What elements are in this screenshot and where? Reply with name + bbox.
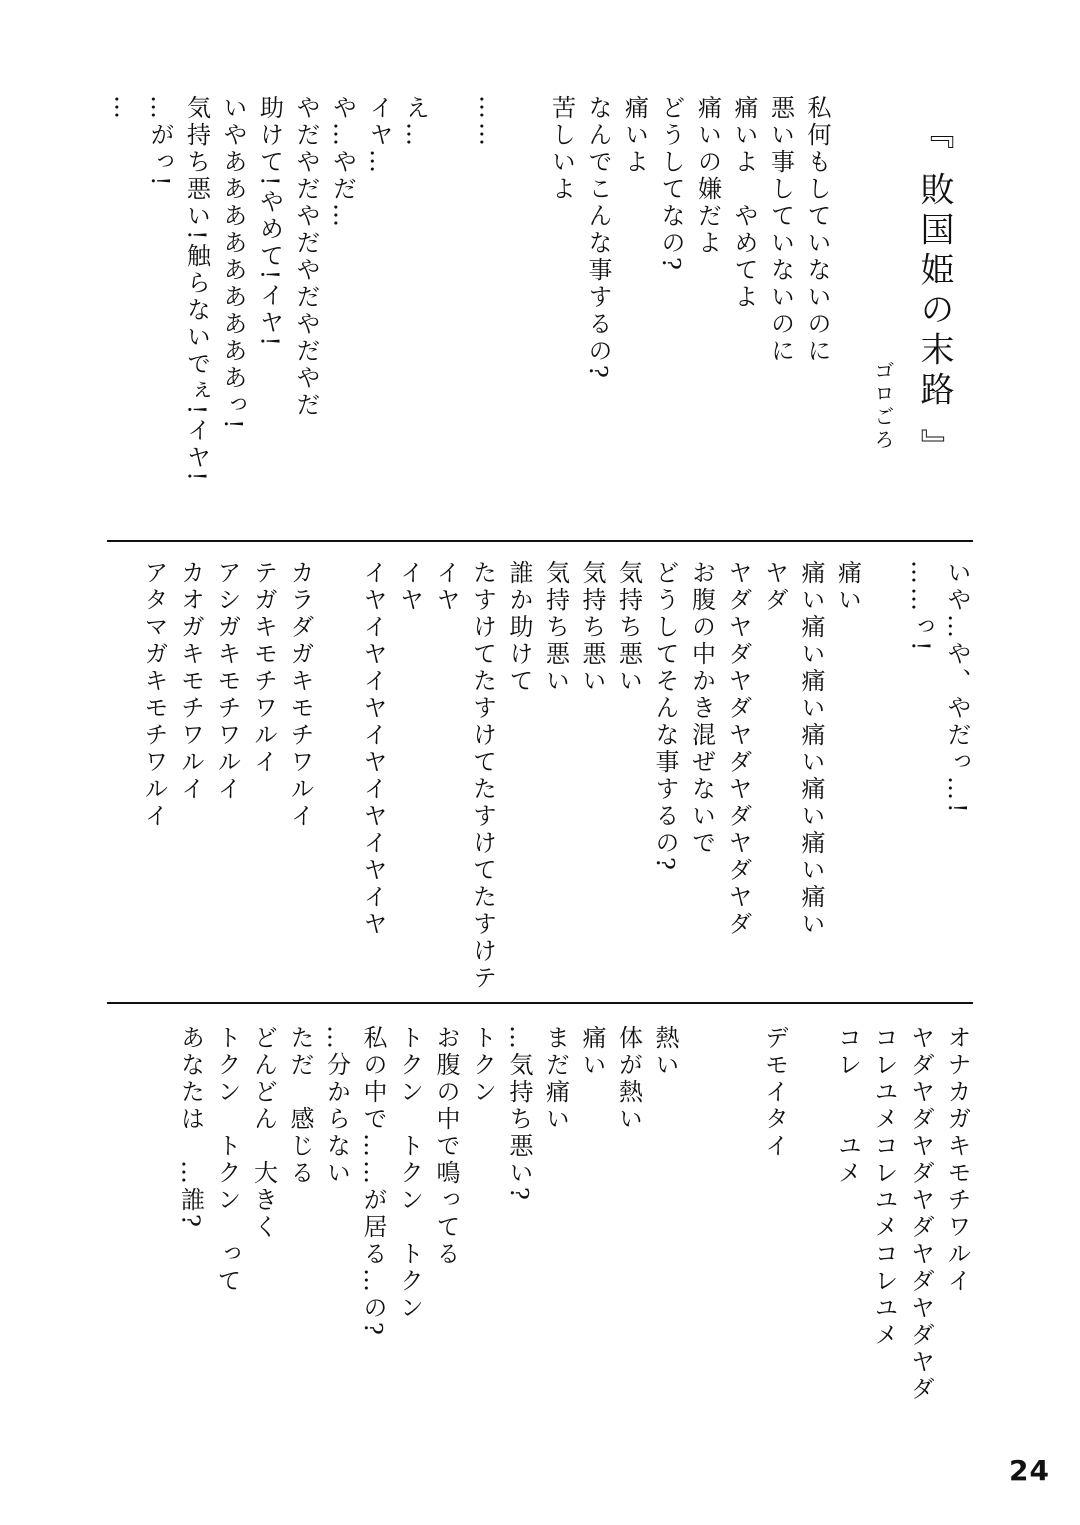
poem-line: オナカガキモチワルイ <box>943 1025 971 1295</box>
poem-line: イヤ… <box>365 95 393 176</box>
poem-line: 熱い <box>651 1025 679 1079</box>
poem-line: 痛いよ <box>620 95 649 176</box>
poem-line: どうしてそんな事するの? <box>651 560 679 873</box>
poem-line: テガキモチワルイ <box>249 560 278 776</box>
section-divider <box>107 1002 973 1004</box>
poem-line: ヤダヤダヤダヤダヤダヤダヤダ <box>724 560 752 938</box>
poem-line: 痛い <box>578 1025 606 1079</box>
poem-line: ただ 感じる <box>286 1025 314 1187</box>
poem-line: 痛い痛い痛い痛い痛い痛い痛い <box>797 560 825 938</box>
poem-line: 苦しいよ <box>547 95 576 203</box>
poem-line: デモイタイ <box>760 1025 789 1160</box>
poem-line: ……っ! <box>906 560 935 654</box>
poem-line: …… <box>474 95 503 149</box>
poem-line: …がっ! <box>146 95 174 189</box>
poem-line: アシガキモチワルイ <box>213 560 241 803</box>
poem-line: トクン トクン って <box>213 1025 241 1295</box>
poem-line: お腹の中で鳴ってる <box>432 1025 460 1268</box>
poem-line: アタマガキモチワルイ <box>140 560 168 830</box>
poem-line: どんどん 大きく <box>249 1025 278 1241</box>
poem-line: 私何もしていないのに <box>803 95 831 365</box>
poem-line: え… <box>401 95 430 149</box>
poem-line: イヤ <box>432 560 460 614</box>
poem-line: 悪い事していないのに <box>766 95 795 365</box>
poem-line <box>434 95 471 525</box>
poem-line <box>683 1025 720 1445</box>
poem-line: いや…や、やだっ…! <box>943 560 971 816</box>
poem-line <box>507 95 544 525</box>
poem-section-1 <box>105 95 835 525</box>
poem-line <box>318 560 355 980</box>
poem-line: 痛いの嫌だよ <box>693 95 722 257</box>
poem-line: イヤ <box>395 560 424 614</box>
poem-line: やだやだやだやだやだやだ <box>292 95 320 419</box>
poem-line: トクン <box>468 1025 497 1106</box>
poem-line: 痛い <box>833 560 862 614</box>
poem-line: …分からない <box>322 1025 351 1187</box>
poem-line: 助けて!やめて!イヤ! <box>255 95 284 349</box>
poem-line: ヤダ <box>760 560 789 614</box>
poem-line: 気持ち悪い!触らないでぇ!イヤ! <box>182 95 211 484</box>
poem-line: いやあああああああああっ! <box>219 95 247 432</box>
page-title: 『 敗国姫の末路 』 <box>914 115 954 469</box>
poem-line: 痛いよ やめてよ <box>730 95 758 311</box>
poem-line: …気持ち悪い? <box>505 1025 533 1203</box>
poem-line: あなたは …誰? <box>176 1025 205 1230</box>
poem-line: まだ痛い <box>541 1025 570 1133</box>
section-divider <box>107 540 973 542</box>
poem-line: 誰か助けて <box>505 560 533 695</box>
poem-line: 気持ち悪い <box>578 560 606 695</box>
poem-line <box>720 1025 757 1445</box>
poem-line: ヤダヤダヤダヤダヤダヤダヤダ <box>906 1025 935 1403</box>
poem-line: イヤイヤイヤイヤイヤイヤイヤ <box>359 560 387 938</box>
poem-line: コレユメコレユメコレユメ <box>870 1025 898 1349</box>
author-name: ゴロごろ <box>871 360 895 452</box>
page-number: 24 <box>1009 1454 1050 1487</box>
poem-line <box>793 1025 830 1445</box>
poem-section-3 <box>105 1025 975 1445</box>
poem-line: カラダガキモチワルイ <box>286 560 314 830</box>
poem-line: 体が熱い <box>614 1025 643 1133</box>
poem-line: どうしてなの? <box>657 95 685 273</box>
poem-line: たすけてたすけてたすけてたすけテ <box>468 560 497 992</box>
poem-line: 私の中で……が居る…の? <box>359 1025 387 1338</box>
poem-line: 気持ち悪い <box>614 560 643 695</box>
poem-line: なんでこんな事するの? <box>584 95 612 381</box>
poem-line: 気持ち悪い <box>541 560 570 695</box>
poem-line: カオガキモチワルイ <box>176 560 205 803</box>
poem-line: お腹の中かき混ぜないで <box>687 560 716 857</box>
poem-line: トクン トクン トクン <box>395 1025 424 1322</box>
poem-line: … <box>109 95 138 122</box>
poem-line: や…やだ… <box>328 95 357 230</box>
poem-section-2 <box>105 560 975 992</box>
poem-line <box>866 560 903 980</box>
poem-line: コレ ユメ <box>833 1025 862 1187</box>
